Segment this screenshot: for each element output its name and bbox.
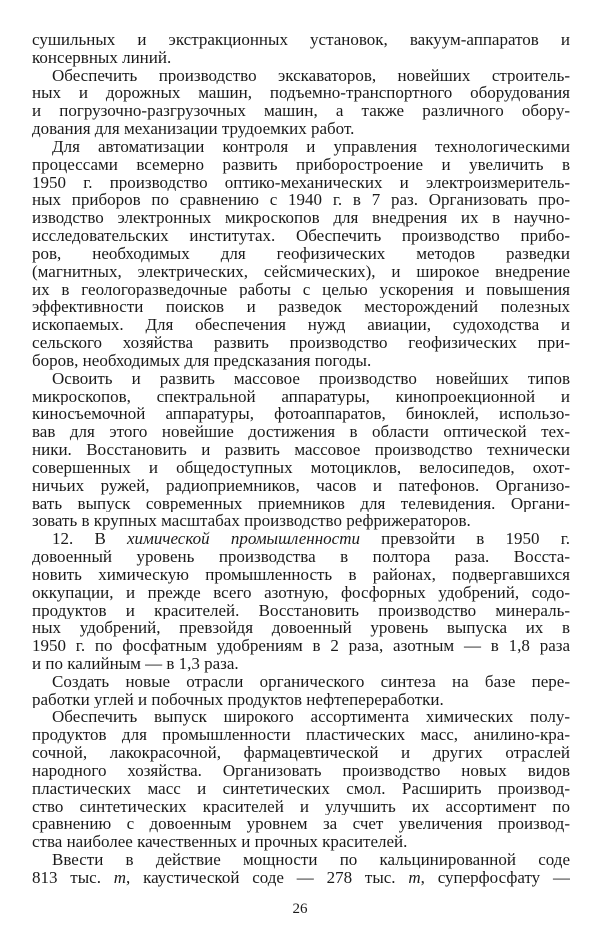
text-line: работки углей и побочных продуктов нефтепереработки. [32,690,444,709]
text-line: вав для этого новейшие достижения в области оптической тех- [32,423,570,442]
text-line: продуктов для промышленности пластических масс, анилино-кра- [32,726,570,745]
text-line: вать выпуск современных приемников для телевидения. Органи- [32,494,570,513]
text-line: Освоить и развить массовое производство новейших типов [52,369,570,388]
text-line: Для автоматизации контроля и управления технологическими [52,137,570,156]
italic-text: химической промышленности [126,530,360,549]
italic-text: т [408,868,421,887]
paragraph [32,530,570,673]
text-segment: 813 тыс. [32,868,114,887]
paragraph [32,67,570,138]
text-line: новить химическую промышленность в районах, подвергавшихся [32,565,570,584]
text-line: довоенный уровень производства в полтора раза. Восста- [32,548,570,566]
text-line: сравнению с довоенным уровнем за счет увеличения производ- [32,815,570,834]
text-line: ров, необходимых для геофизических методов разведки [32,244,570,263]
text-line: консервных линий. [32,48,172,67]
body-text [32,31,570,887]
text-segment: , каустической соде — 278 тыс. [126,868,409,887]
text-line: Обеспечить производство экскаваторов, новейших строитель- [52,66,570,85]
text-segment: 12. В [52,530,127,549]
text-line: и по калийным — в 1,3 раза. [32,654,239,673]
text-line: ства наиболее качественных и прочных красителей. [32,833,408,852]
text-line: боров, необходимых для предсказания погоды. [32,351,372,370]
text-line: 1950 г. по фосфатным удобрениям в 2 раза, азотным — в 1,8 раза [32,637,570,655]
text-line: киносъемочной аппаратуры, фотоаппаратов, биноклей, использо- [32,405,570,424]
text-line: Создать новые отрасли органического синтеза на базе пере- [52,672,570,691]
paragraph [32,31,570,67]
text-line: совершенных и общедоступных мотоциклов, велосипедов, охот- [32,458,570,477]
paragraph [32,673,570,709]
text-line: исследовательских институтах. Обеспечить производство прибо- [32,227,570,245]
page-number: 26 [292,901,308,917]
text-line: изводство электронных микроскопов для внедрения их в научно- [32,209,570,228]
text-segment: превзойти в 1950 г. [359,530,570,549]
text-line: ных и дорожных машин, подъемно-транспортного оборудования [32,84,570,103]
text-line: процессами всемерно развить приборостроение и увеличить в [32,155,570,174]
text-line: их в геологоразведочные работы с целью ускорения и повышения [32,280,570,299]
text-line: (магнитных, электрических, сейсмических), и широкое внедрение [32,262,570,281]
text-line: 1950 г. производство оптико-механических и электроизмеритель- [32,173,570,192]
text-line: микроскопов, спектральной аппаратуры, кинопроекционной и [32,387,570,406]
paragraph [32,851,570,887]
text-line: дования для механизации трудоемких работ. [32,120,355,138]
text-line: ископаемых. Для обеспечения нужд авиации, судоходства и [32,316,570,335]
text-line: продуктов и красителей. Восстановить производство минераль- [32,601,570,620]
paragraph [32,708,570,851]
text-line: оккупации, и прежде всего азотную, фосфорных удобрений, содо- [32,583,570,602]
text-line: пластических масс и синтетических смол. Расширить производ- [32,779,570,798]
text-line: ники. Восстановить и развить массовое производство технически [32,441,570,459]
paragraph [32,138,570,370]
text-line: ство синтетических красителей и улучшить их ассортимент по [32,797,570,816]
text-line: Ввести в действие мощности по кальцинированной соде [52,851,570,869]
text-line [32,869,570,887]
text-line [32,530,570,548]
text-line: Обеспечить выпуск широкого ассортимента химических полу- [52,708,570,727]
text-line: сочной, лакокрасочной, фармацевтической и других отраслей [32,744,570,762]
text-segment: , суперфосфату — [420,868,570,887]
text-line: народного хозяйства. Организовать производство новых видов [32,761,570,780]
text-line: ных приборов по сравнению с 1940 г. в 7 раз. Организовать про- [32,191,570,210]
text-line: сельского хозяйства развить производство геофизических при- [32,334,570,352]
text-line: ничьих ружей, радиоприемников, часов и патефонов. Организо- [32,476,570,495]
text-line: зовать в крупных масштабах производство рефрижераторов. [32,512,471,531]
text-line: и погрузочно-разгрузочных машин, а также различного обору- [32,102,570,121]
text-line: сушильных и экстракционных установок, вакуум-аппаратов и [32,31,570,49]
paragraph [32,370,570,530]
text-line: эффективности поисков и разведок месторождений полезных [32,298,570,317]
text-line: ных удобрений, превзойдя довоенный уровень выпуска их в [32,619,570,638]
italic-text: т [113,868,127,887]
